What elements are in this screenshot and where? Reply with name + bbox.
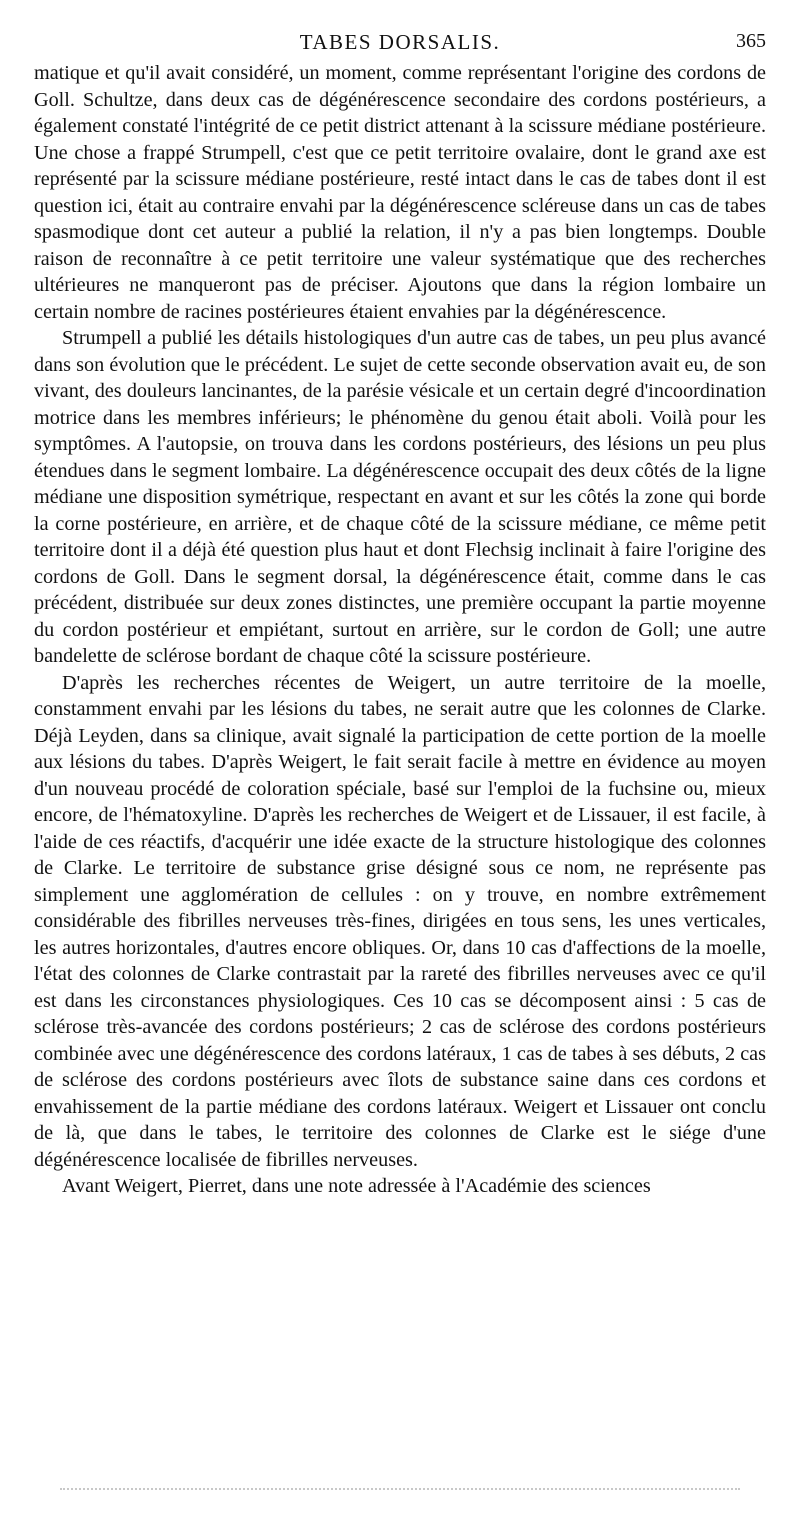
running-title: TABES DORSALIS. [299, 30, 501, 54]
page-bottom-bleed-through [60, 1488, 740, 1490]
page-number: 365 [736, 30, 766, 52]
body-text [34, 60, 766, 1200]
page-header [34, 30, 766, 60]
paragraph-continuation: matique et qu'il avait considéré, un moment, comme représentant l'origine des cordons de Goll. Schultze, dans deux cas de dégénérescence secondaire des cordons postérieurs, a également constaté l'intégrité de ce petit district attenant à la scissure médiane postérieure. Une chose a frappé Strumpell, c'est que ce petit territoire ovalaire, dont le grand axe est représenté par la scissure médiane postérieure, resté intact dans le cas de tabes dont il est question ici, était au contraire envahi par la dégénérescence scléreuse dans un cas de tabes spasmodique dont cet auteur a publié la relation, il n'y a pas bien longtemps. Double raison de reconnaître à ce petit territoire une valeur systématique que des recherches ultérieures ne manqueront pas de préciser. Ajoutons que dans la région lombaire un certain nombre de racines postérieures étaient envahies par la dégénérescence. [34, 62, 766, 323]
paragraph-pierret-note: Avant Weigert, Pierret, dans une note adressée à l'Académie des sciences [62, 1175, 651, 1197]
paragraph-strumpell-second-case: Strumpell a publié les détails histologiques d'un autre cas de tabes, un peu plus avancé dans son évolution que le précédent. Le sujet de cette seconde observation avait eu, de son vivant, des douleurs lancinantes, de la parésie vésicale et un certain degré d'incoordination motrice dans les membres inférieurs; le phénomène du genou était aboli. Voilà pour les symptômes. A l'autopsie, on trouva dans les cordons postérieurs, des lésions un peu plus étendues dans le segment lombaire. La dégénérescence occupait des deux côtés de la ligne médiane une disposition symétrique, respectant en avant et sur les côtés la zone qui borde la corne postérieure, en arrière, et de chaque côté de la scissure médiane, ce même petit territoire dont il a déjà été question plus haut et dont Flechsig inclinait à faire l'origine des cordons de Goll. Dans le segment dorsal, la dégénérescence était, comme dans le cas précédent, distribuée sur deux zones distinctes, une première occupant la partie moyenne du cordon postérieur et empiétant, surtout en arrière, sur le cordon de Goll; une autre bandelette de sclérose bordant de chaque côté la scissure postérieure. [34, 327, 766, 667]
paragraph-weigert-clarke-columns: D'après les recherches récentes de Weigert, un autre territoire de la moelle, constamment envahi par les lésions du tabes, ne serait autre que les colonnes de Clarke. Déjà Leyden, dans sa clinique, avait signalé la participation de cette portion de la moelle aux lésions du tabes. D'après Weigert, le fait serait facile à mettre en évidence au moyen d'un nouveau procédé de coloration spéciale, basé sur l'emploi de la fuchsine ou, mieux encore, de l'hématoxyline. D'après les recherches de Weigert et de Lissauer, il est facile, à l'aide de ces réactifs, d'acquérir une idée exacte de la structure histologique des colonnes de Clarke. Le territoire de substance grise désigné sous ce nom, ne représente pas simplement une agglomération de cellules : on y trouve, en nombre extrêmement considérable des fibrilles nerveuses très-fines, dirigées en tous sens, les unes verticales, les autres horizontales, d'autres encore obliques. Or, dans 10 cas d'affections de la moelle, l'état des colonnes de Clarke contrastait par la rareté des fibrilles nerveuses avec ce qu'il est dans les circonstances physiologiques. Ces 10 cas se décomposent ainsi : 5 cas de sclérose très-avancée des cordons postérieurs; 2 cas de sclérose des cordons postérieurs combinée avec une dégénérescence des cordons latéraux, 1 cas de tabes à ses débuts, 2 cas de sclérose des cordons postérieurs avec îlots de substance saine dans ces cordons et envahissement de la partie médiane des cordons latéraux. Weigert et Lissauer ont conclu de là, que dans le tabes, le territoire des colonnes de Clarke est le siége d'une dégénérescence localisée de fibrilles nerveuses. [34, 671, 766, 1171]
